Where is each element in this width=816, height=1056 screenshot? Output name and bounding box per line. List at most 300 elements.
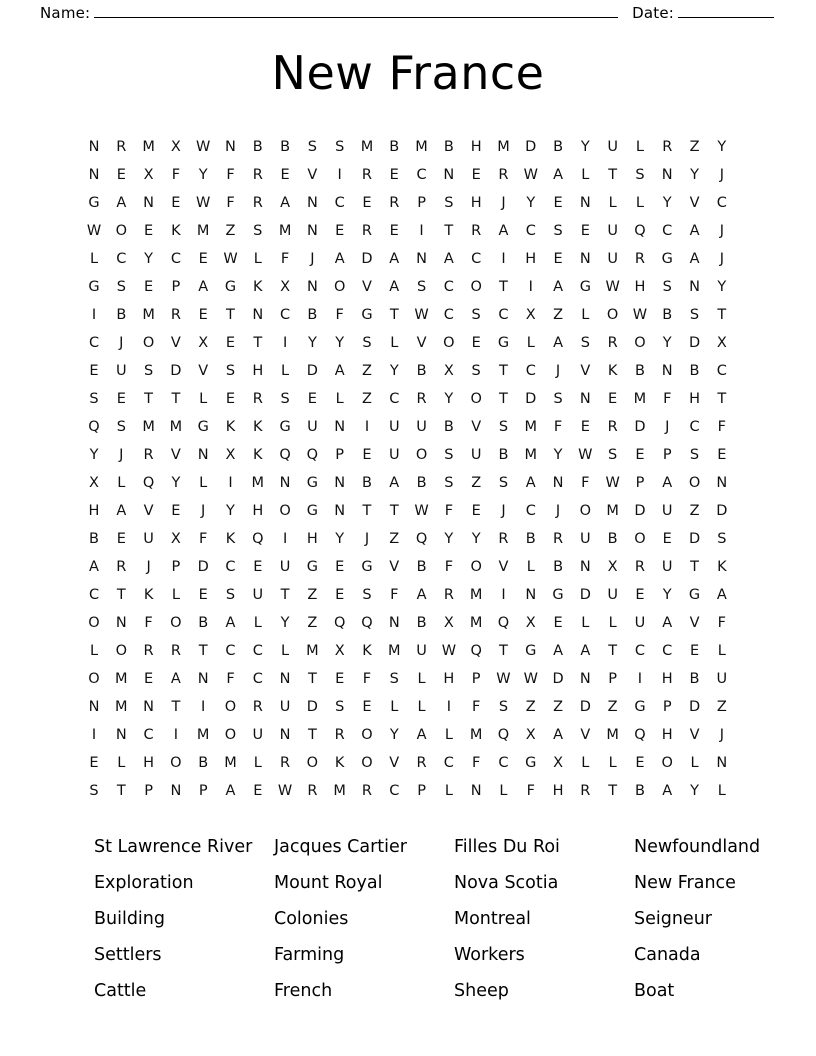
grid-cell[interactable]: V (471, 418, 482, 435)
grid-cell[interactable]: Z (553, 306, 564, 323)
grid-cell[interactable]: A (525, 474, 536, 491)
grid-cell[interactable]: Z (389, 530, 400, 547)
word-list-item[interactable]: Filles Du Roi (454, 836, 560, 857)
grid-cell[interactable]: I (637, 670, 643, 687)
grid-cell[interactable]: U (634, 614, 646, 631)
grid-cell[interactable]: L (390, 698, 399, 715)
grid-cell[interactable]: Y (662, 586, 672, 603)
grid-cell[interactable]: L (581, 306, 590, 323)
grid-cell[interactable]: X (89, 474, 99, 491)
grid-cell[interactable]: U (252, 726, 264, 743)
grid-cell[interactable]: S (689, 446, 700, 463)
grid-cell[interactable]: O (88, 670, 100, 687)
grid-cell[interactable]: M (142, 306, 155, 323)
grid-cell[interactable]: N (115, 726, 127, 743)
grid-cell[interactable]: E (389, 166, 399, 183)
grid-cell[interactable]: M (196, 726, 210, 743)
grid-cell[interactable]: C (170, 250, 181, 267)
grid-cell[interactable]: H (470, 194, 482, 211)
grid-cell[interactable]: N (470, 782, 482, 799)
grid-cell[interactable]: Q (361, 614, 373, 631)
grid-cell[interactable]: Y (526, 194, 536, 211)
grid-cell[interactable]: L (444, 726, 453, 743)
grid-cell[interactable]: C (716, 362, 727, 379)
grid-cell[interactable]: L (444, 782, 453, 799)
grid-cell[interactable]: E (116, 530, 126, 547)
grid-cell[interactable]: V (198, 362, 209, 379)
grid-cell[interactable]: N (88, 698, 100, 715)
grid-cell[interactable]: J (719, 250, 724, 267)
grid-cell[interactable]: E (116, 390, 126, 407)
grid-cell[interactable]: S (471, 306, 481, 323)
grid-cell[interactable]: R (116, 558, 127, 575)
grid-cell[interactable]: U (143, 530, 154, 547)
grid-cell[interactable]: Z (471, 474, 482, 491)
grid-cell[interactable]: E (553, 250, 563, 267)
grid-cell[interactable]: Z (689, 502, 700, 519)
grid-cell[interactable]: H (661, 726, 673, 743)
grid-cell[interactable]: E (362, 698, 372, 715)
grid-cell[interactable]: H (661, 670, 673, 687)
grid-cell[interactable]: Q (333, 614, 346, 631)
grid-cell[interactable]: N (689, 278, 700, 295)
grid-cell[interactable]: L (581, 614, 590, 631)
grid-cell[interactable]: E (689, 642, 700, 659)
grid-cell[interactable]: L (117, 754, 126, 771)
grid-cell[interactable]: A (389, 474, 400, 491)
grid-cell[interactable]: Y (307, 334, 317, 351)
grid-cell[interactable]: L (117, 474, 126, 491)
grid-cell[interactable]: E (144, 670, 154, 687)
grid-cell[interactable]: N (388, 614, 400, 631)
grid-cell[interactable]: X (334, 642, 345, 659)
grid-cell[interactable]: Y (444, 390, 454, 407)
word-list-item[interactable]: St Lawrence River (94, 836, 253, 857)
grid-cell[interactable]: C (525, 222, 536, 239)
grid-cell[interactable]: C (689, 418, 700, 435)
grid-cell[interactable]: E (225, 334, 236, 351)
grid-cell[interactable]: X (553, 754, 564, 771)
grid-cell[interactable]: T (444, 222, 454, 239)
grid-cell[interactable]: R (361, 782, 372, 799)
grid-cell[interactable]: L (281, 642, 290, 659)
grid-cell[interactable]: O (634, 334, 646, 351)
grid-cell[interactable]: K (143, 586, 154, 603)
grid-cell[interactable]: X (170, 138, 181, 155)
grid-cell[interactable]: B (416, 362, 427, 379)
grid-cell[interactable]: O (470, 390, 482, 407)
grid-cell[interactable]: L (581, 166, 590, 183)
grid-cell[interactable]: G (224, 278, 237, 295)
grid-cell[interactable]: G (661, 250, 673, 267)
grid-cell[interactable]: U (470, 446, 482, 463)
grid-cell[interactable]: I (228, 474, 233, 491)
grid-cell[interactable]: Q (252, 530, 264, 547)
grid-cell[interactable]: A (225, 782, 236, 799)
grid-cell[interactable]: T (717, 306, 727, 323)
grid-cell[interactable]: D (525, 390, 537, 407)
grid-cell[interactable]: I (173, 726, 179, 743)
grid-cell[interactable]: J (501, 502, 506, 519)
grid-cell[interactable]: A (116, 194, 127, 211)
grid-cell[interactable]: E (225, 390, 236, 407)
grid-cell[interactable]: N (306, 194, 318, 211)
grid-cell[interactable]: S (89, 390, 99, 407)
grid-cell[interactable]: W (414, 306, 429, 323)
grid-cell[interactable]: E (635, 754, 645, 771)
grid-cell[interactable]: A (553, 166, 563, 183)
grid-cell[interactable]: S (662, 278, 672, 295)
grid-cell[interactable]: W (605, 278, 620, 295)
word-list-item[interactable]: Seigneur (634, 908, 712, 929)
grid-cell[interactable]: I (419, 222, 424, 239)
grid-cell[interactable]: U (661, 558, 673, 575)
grid-cell[interactable]: J (665, 418, 670, 435)
grid-cell[interactable]: S (471, 362, 481, 379)
grid-cell[interactable]: E (335, 670, 345, 687)
grid-cell[interactable]: O (661, 754, 673, 771)
grid-cell[interactable]: L (608, 754, 617, 771)
grid-cell[interactable]: R (334, 726, 345, 743)
word-list-item[interactable]: Settlers (94, 944, 162, 965)
grid-cell[interactable]: L (690, 754, 699, 771)
grid-cell[interactable]: L (526, 558, 535, 575)
grid-cell[interactable]: X (280, 278, 291, 295)
grid-cell[interactable]: D (579, 698, 591, 715)
grid-cell[interactable]: A (389, 278, 400, 295)
grid-cell[interactable]: T (499, 390, 508, 407)
grid-cell[interactable]: Z (307, 614, 318, 631)
grid-cell[interactable]: E (198, 586, 208, 603)
grid-cell[interactable]: U (388, 446, 400, 463)
grid-cell[interactable]: T (116, 586, 126, 603)
word-list-item[interactable]: Building (94, 908, 165, 929)
grid-cell[interactable]: M (224, 754, 237, 771)
grid-cell[interactable]: D (688, 530, 701, 547)
grid-cell[interactable]: C (88, 334, 100, 351)
grid-cell[interactable]: J (201, 502, 206, 519)
grid-cell[interactable]: L (253, 614, 262, 631)
grid-cell[interactable]: T (690, 558, 699, 575)
grid-cell[interactable]: R (662, 138, 673, 155)
grid-cell[interactable]: U (115, 362, 127, 379)
word-list-item[interactable]: Montreal (454, 908, 531, 929)
grid-cell[interactable]: X (225, 446, 236, 463)
grid-cell[interactable]: Q (470, 642, 482, 659)
grid-cell[interactable]: G (306, 474, 318, 491)
grid-cell[interactable]: T (608, 782, 618, 799)
grid-cell[interactable]: S (553, 390, 563, 407)
grid-cell[interactable]: B (443, 418, 454, 435)
grid-cell[interactable]: T (198, 642, 208, 659)
grid-cell[interactable]: B (553, 138, 564, 155)
grid-cell[interactable]: N (143, 194, 155, 211)
grid-cell[interactable]: R (252, 166, 263, 183)
grid-cell[interactable]: O (142, 334, 155, 351)
grid-cell[interactable]: N (661, 362, 673, 379)
grid-cell[interactable]: O (170, 614, 182, 631)
grid-cell[interactable]: L (717, 642, 726, 659)
grid-cell[interactable]: O (443, 334, 455, 351)
grid-cell[interactable]: E (89, 362, 99, 379)
grid-cell[interactable]: T (499, 362, 508, 379)
grid-cell[interactable]: C (143, 726, 154, 743)
grid-cell[interactable]: R (143, 642, 154, 659)
grid-cell[interactable]: B (389, 138, 400, 155)
grid-cell[interactable]: C (280, 306, 291, 323)
grid-cell[interactable]: Q (306, 446, 319, 463)
grid-cell[interactable]: T (389, 502, 399, 519)
grid-cell[interactable]: B (198, 754, 209, 771)
grid-cell[interactable]: A (334, 250, 345, 267)
grid-cell[interactable]: T (499, 278, 508, 295)
grid-cell[interactable]: F (226, 194, 235, 211)
grid-cell[interactable]: N (279, 670, 291, 687)
grid-cell[interactable]: A (553, 642, 563, 659)
grid-cell[interactable]: E (362, 194, 372, 211)
grid-cell[interactable]: U (279, 558, 291, 575)
grid-cell[interactable]: C (525, 362, 536, 379)
grid-cell[interactable]: F (444, 502, 454, 519)
grid-cell[interactable]: J (719, 726, 724, 743)
grid-cell[interactable]: P (171, 278, 181, 295)
grid-cell[interactable]: T (226, 306, 235, 323)
grid-cell[interactable]: M (115, 670, 128, 687)
grid-cell[interactable]: T (116, 782, 126, 799)
grid-cell[interactable]: H (634, 278, 646, 295)
grid-cell[interactable]: X (607, 558, 618, 575)
grid-cell[interactable]: C (443, 278, 454, 295)
grid-cell[interactable]: E (116, 166, 126, 183)
grid-cell[interactable]: K (717, 558, 727, 575)
grid-cell[interactable]: N (552, 474, 564, 491)
grid-cell[interactable]: E (580, 222, 590, 239)
grid-cell[interactable]: M (469, 614, 483, 631)
grid-cell[interactable]: U (580, 530, 591, 547)
grid-cell[interactable]: Z (607, 698, 618, 715)
grid-cell[interactable]: G (634, 698, 646, 715)
grid-cell[interactable]: Y (662, 334, 672, 351)
grid-cell[interactable]: W (196, 194, 211, 211)
grid-cell[interactable]: P (662, 698, 672, 715)
grid-cell[interactable]: Z (362, 390, 372, 407)
grid-cell[interactable]: W (441, 642, 457, 659)
grid-cell[interactable]: N (279, 726, 291, 743)
grid-cell[interactable]: C (716, 194, 727, 211)
grid-cell[interactable]: Q (142, 474, 155, 491)
grid-cell[interactable]: D (170, 362, 182, 379)
grid-cell[interactable]: C (498, 754, 509, 771)
grid-cell[interactable]: O (224, 698, 237, 715)
grid-cell[interactable]: A (580, 642, 591, 659)
grid-cell[interactable]: E (335, 222, 345, 239)
grid-cell[interactable]: R (252, 194, 263, 211)
grid-cell[interactable]: N (143, 698, 155, 715)
grid-cell[interactable]: A (553, 278, 563, 295)
grid-cell[interactable]: V (416, 334, 427, 351)
grid-cell[interactable]: B (198, 614, 209, 631)
grid-cell[interactable]: S (225, 362, 236, 379)
grid-cell[interactable]: S (498, 474, 509, 491)
grid-cell[interactable]: E (253, 558, 263, 575)
word-list-item[interactable]: Jacques Cartier (274, 836, 407, 857)
grid-cell[interactable]: L (390, 334, 399, 351)
grid-cell[interactable]: U (416, 642, 427, 659)
grid-cell[interactable]: T (499, 642, 508, 659)
grid-cell[interactable]: T (307, 726, 317, 743)
grid-cell[interactable]: P (662, 446, 672, 463)
grid-cell[interactable]: U (252, 586, 264, 603)
grid-cell[interactable]: J (719, 166, 724, 183)
grid-cell[interactable]: U (661, 502, 673, 519)
grid-cell[interactable]: P (608, 670, 618, 687)
grid-cell[interactable]: I (201, 698, 206, 715)
grid-cell[interactable]: N (579, 670, 591, 687)
grid-cell[interactable]: N (579, 390, 591, 407)
grid-cell[interactable]: B (662, 306, 673, 323)
grid-cell[interactable]: M (251, 474, 265, 491)
grid-cell[interactable]: R (416, 754, 427, 771)
grid-cell[interactable]: A (443, 250, 454, 267)
grid-cell[interactable]: B (498, 446, 509, 463)
grid-cell[interactable]: V (389, 754, 400, 771)
grid-cell[interactable]: R (389, 194, 400, 211)
grid-cell[interactable]: R (498, 530, 509, 547)
grid-cell[interactable]: B (89, 530, 99, 547)
grid-cell[interactable]: M (360, 138, 374, 155)
grid-cell[interactable]: R (443, 586, 454, 603)
grid-cell[interactable]: U (607, 138, 618, 155)
grid-cell[interactable]: N (334, 502, 346, 519)
grid-cell[interactable]: V (170, 334, 181, 351)
grid-cell[interactable]: R (170, 642, 181, 659)
grid-cell[interactable]: S (225, 586, 236, 603)
grid-cell[interactable]: L (526, 334, 535, 351)
grid-cell[interactable]: O (579, 502, 592, 519)
grid-cell[interactable]: C (662, 642, 673, 659)
grid-cell[interactable]: N (579, 250, 591, 267)
grid-cell[interactable]: H (525, 250, 537, 267)
word-list-item[interactable]: Boat (634, 980, 675, 1001)
grid-cell[interactable]: S (444, 474, 454, 491)
grid-cell[interactable]: G (361, 558, 373, 575)
grid-cell[interactable]: O (224, 726, 237, 743)
grid-cell[interactable]: E (635, 586, 645, 603)
grid-cell[interactable]: N (88, 138, 100, 155)
grid-cell[interactable]: L (417, 698, 426, 715)
grid-cell[interactable]: C (443, 754, 454, 771)
grid-cell[interactable]: H (470, 138, 482, 155)
grid-cell[interactable]: S (280, 390, 290, 407)
grid-cell[interactable]: A (170, 670, 181, 687)
grid-cell[interactable]: P (171, 558, 181, 575)
grid-cell[interactable]: B (525, 530, 536, 547)
grid-cell[interactable]: K (171, 222, 181, 239)
grid-cell[interactable]: N (170, 782, 182, 799)
grid-cell[interactable]: O (279, 502, 291, 519)
grid-cell[interactable]: S (608, 446, 618, 463)
grid-cell[interactable]: B (361, 474, 372, 491)
grid-cell[interactable]: T (608, 642, 618, 659)
grid-cell[interactable]: X (525, 306, 536, 323)
word-list-item[interactable]: Exploration (94, 872, 194, 893)
grid-cell[interactable]: Y (389, 726, 399, 743)
grid-cell[interactable]: G (497, 334, 510, 351)
grid-cell[interactable]: X (716, 334, 727, 351)
grid-cell[interactable]: O (170, 754, 182, 771)
grid-cell[interactable]: T (171, 390, 181, 407)
grid-cell[interactable]: L (635, 138, 644, 155)
grid-cell[interactable]: G (88, 194, 100, 211)
grid-cell[interactable]: B (689, 670, 700, 687)
grid-cell[interactable]: Q (279, 446, 291, 463)
grid-cell[interactable]: H (88, 502, 100, 519)
grid-cell[interactable]: S (389, 670, 399, 687)
grid-cell[interactable]: V (498, 558, 509, 575)
grid-cell[interactable]: W (196, 138, 211, 155)
grid-cell[interactable]: Y (144, 250, 154, 267)
grid-cell[interactable]: E (144, 278, 154, 295)
grid-cell[interactable]: B (553, 558, 564, 575)
grid-cell[interactable]: I (446, 698, 451, 715)
grid-cell[interactable]: R (252, 698, 263, 715)
grid-cell[interactable]: A (498, 222, 509, 239)
grid-cell[interactable]: P (417, 194, 426, 211)
grid-cell[interactable]: R (607, 334, 618, 351)
grid-cell[interactable]: Y (553, 446, 563, 463)
grid-cell[interactable]: S (143, 362, 154, 379)
grid-cell[interactable]: F (226, 166, 235, 183)
grid-cell[interactable]: Y (717, 138, 727, 155)
grid-cell[interactable]: N (579, 558, 591, 575)
grid-cell[interactable]: R (252, 390, 263, 407)
grid-cell[interactable]: K (253, 278, 263, 295)
grid-cell[interactable]: N (334, 474, 346, 491)
grid-cell[interactable]: M (524, 446, 537, 463)
grid-cell[interactable]: C (389, 782, 400, 799)
grid-cell[interactable]: L (417, 670, 426, 687)
grid-cell[interactable]: L (199, 390, 208, 407)
grid-cell[interactable]: Q (415, 530, 428, 547)
grid-cell[interactable]: Y (444, 530, 454, 547)
grid-cell[interactable]: W (523, 670, 538, 687)
grid-cell[interactable]: X (143, 166, 154, 183)
grid-cell[interactable]: S (335, 698, 345, 715)
word-list-item[interactable]: Colonies (274, 908, 349, 929)
grid-cell[interactable]: L (717, 782, 726, 799)
grid-cell[interactable]: N (306, 278, 318, 295)
grid-cell[interactable]: Y (335, 530, 345, 547)
grid-cell[interactable]: E (553, 614, 563, 631)
grid-cell[interactable]: N (252, 306, 264, 323)
grid-cell[interactable]: G (279, 418, 291, 435)
grid-cell[interactable]: A (225, 614, 236, 631)
grid-cell[interactable]: G (306, 502, 318, 519)
grid-cell[interactable]: E (307, 390, 317, 407)
grid-cell[interactable]: V (170, 446, 181, 463)
grid-cell[interactable]: A (416, 726, 427, 743)
grid-cell[interactable]: N (716, 754, 728, 771)
grid-cell[interactable]: C (525, 502, 536, 519)
grid-cell[interactable]: D (197, 558, 209, 575)
grid-cell[interactable]: U (607, 586, 618, 603)
grid-cell[interactable]: F (717, 418, 726, 435)
word-list-item[interactable]: Mount Royal (274, 872, 383, 893)
grid-cell[interactable]: R (280, 754, 291, 771)
grid-cell[interactable]: E (389, 222, 399, 239)
grid-cell[interactable]: E (171, 194, 181, 211)
grid-cell[interactable]: M (524, 418, 537, 435)
